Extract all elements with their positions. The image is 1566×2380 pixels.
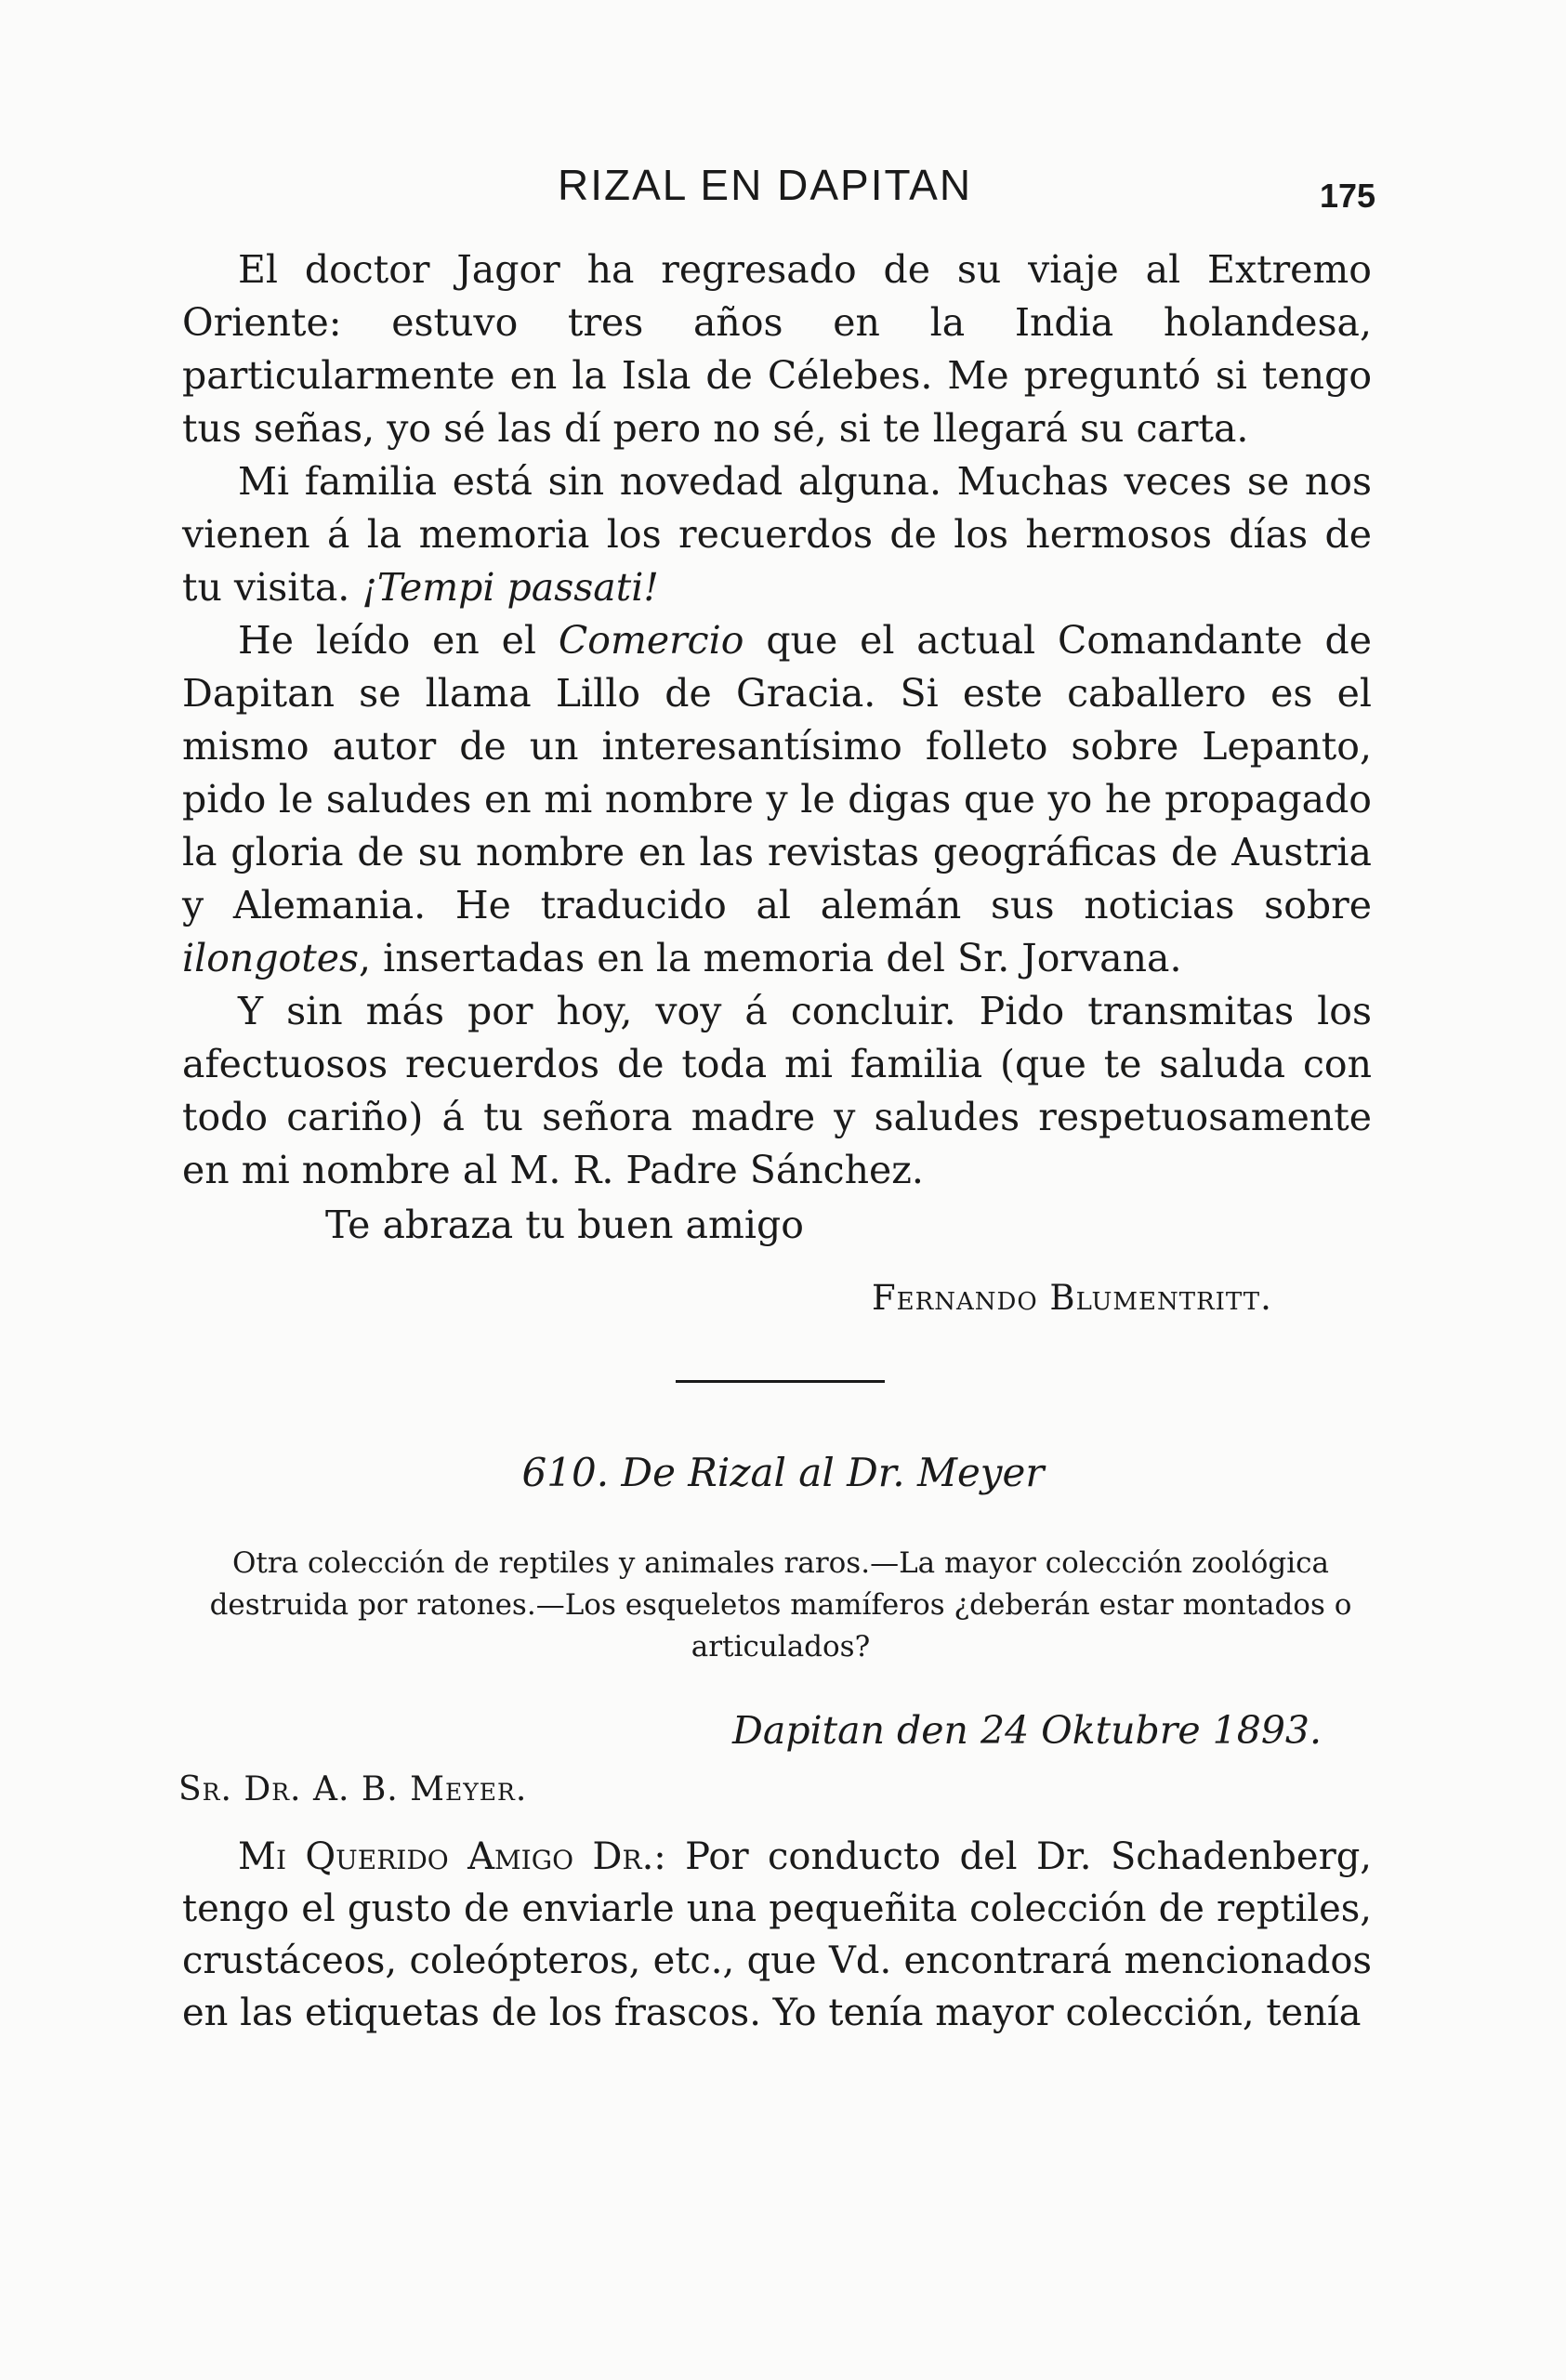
page-number: 175 <box>1320 177 1376 215</box>
letter-summary: Otra colección de reptiles y animales raros.—La mayor colección zoológica destruida por ratones.—Los esqueletos mamíferos ¿deberán estar montados o articulados? <box>209 1546 1352 1663</box>
paragraph: Mi familia está sin novedad alguna. Muchas veces se nos vienen á la memoria los recuerdos de los hermosos días de tu visita. ¡Tempi passati! <box>182 459 1372 610</box>
paragraph: He leído en el Comercio que el actual Comandante de Dapitan se llama Lillo de Gracia. Si este caballero es el mismo autor de un interesantísimo folleto sobre Lepanto, pido le saludes en mi nombre y le digas que yo he propagado la gloria de su nombre en las revistas geográficas de Austria y Alemania. He traducido al alemán sus noticias sobre ilongotes, insertadas en la memoria del Sr. Jorvana. <box>182 618 1372 980</box>
salutation: Mi Querido Amigo Dr.: <box>238 1835 666 1878</box>
italic-phrase: ilongotes <box>182 936 360 980</box>
section-divider <box>676 1380 885 1383</box>
signature: Fernando Blumentritt. <box>872 1278 1272 1318</box>
addressee: Sr. Dr. A. B. Meyer. <box>178 1770 528 1808</box>
paragraph: Y sin más por hoy, voy á concluir. Pido transmitas los afectuosos recuerdos de toda mi familia (que te saluda con todo cariño) á tu señora madre y saludes respetuosamente en mi nombre al M. R. Padre Sánchez. <box>182 989 1372 1192</box>
letter-heading: 610. De Rizal al Dr. Meyer <box>521 1450 1045 1495</box>
dateline: Dapitan den 24 Oktubre 1893. <box>732 1708 1323 1753</box>
letter-2-body <box>182 1831 1372 2039</box>
italic-phrase: ¡Tempi passati! <box>362 565 659 610</box>
running-header: RIZAL EN DAPITAN <box>558 161 973 209</box>
paragraph: El doctor Jagor ha regresado de su viaje al Extremo Oriente: estuvo tres años en la India holandesa, particularmente en la Isla de Célebes. Me preguntó si tengo tus señas, yo sé las dí pero no sé, si te llegará su carta. <box>182 247 1372 451</box>
closing-line: Te abraza tu buen amigo <box>325 1203 804 1247</box>
letter-1-body <box>182 243 1372 1197</box>
italic-phrase: Comercio <box>558 618 744 663</box>
paragraph: Mi Querido Amigo Dr.: Por conducto del Dr. Schadenberg, tengo el gusto de enviarle una pequeñita colección de reptiles, crustáceos, coleópteros, etc., que Vd. encontrará mencionados en las etiquetas de los frascos. Yo tenía mayor colección, tenía <box>182 1835 1373 2034</box>
